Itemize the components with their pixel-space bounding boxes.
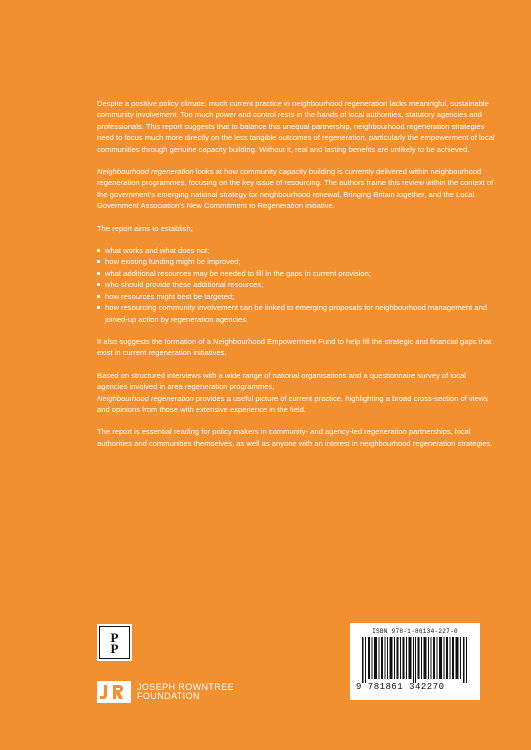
foundation-name <box>137 683 234 702</box>
aims-list-item: what additional resources may be needed to fill in the gaps in current provision; <box>97 268 497 279</box>
jrf-mark-icon <box>97 681 131 703</box>
paragraph-method <box>97 370 497 416</box>
paragraph-audience: The report is essential reading for policy makers in community- and agency-led regeneration partnerships, local authorities and communities themselves, as well as anyone with an interest in neighbourhood regeneration strategies. <box>97 427 493 448</box>
paragraph-method-start: Based on structured interviews with a wide range of national organisations and a questionnaire survey of local agencies involved in area regeneration programmes, <box>97 370 466 392</box>
paragraph-intro: Despite a positive policy climate, much current practice in neighbourhood regeneration lacks meaningful, sustainable community involvement. Too much power and control rests in the hands of local authorities, statutory agencies and professionals. This report suggests that to balance this unequal partnership, neighbourhood regeneration strategies need to focus much more directly on the less tangible outcomes of regeneration, particularly the empowerment of local communities through genuine capacity building. Without it, real and lasting benefits are unlikely to be achieved. <box>97 99 495 154</box>
joseph-rowntree-foundation-logo <box>97 680 234 704</box>
logo-letter: P <box>110 640 119 656</box>
paragraph-method-text: provides a useful picture of current practice, highlighting a broad cross-section of views and opinions from those with extensive experience in the field. <box>97 393 488 414</box>
aims-list-item: who should provide these additional resources; <box>97 279 497 290</box>
paragraph-overview <box>97 166 497 212</box>
aims-list-item: how existing funding might be improved; <box>97 256 497 267</box>
book-title-italic: Neighbourhood regeneration <box>97 393 194 403</box>
aims-list-item: how resources might best be targeted; <box>97 291 497 302</box>
barcode-icon <box>362 637 468 683</box>
barcode-digits: 9 781861 342270 <box>356 682 445 692</box>
isbn-label: ISBN 978-1-86134-227-0 <box>372 628 458 635</box>
policy-press-logo <box>97 624 132 661</box>
aims-list <box>97 245 497 325</box>
logo-letter: P <box>110 629 119 645</box>
foundation-name-line2: FOUNDATION <box>137 691 200 701</box>
book-title-italic: Neighbourhood regeneration <box>97 167 194 177</box>
paragraph-fund: It also suggests the formation of a Neighbourhood Empowerment Fund to help fill the strategic and financial gaps that exist in current regeneration initiatives. <box>97 336 492 358</box>
aims-list-item: what works and what does not; <box>97 245 497 256</box>
paragraph-overview-text: looks at how community capacity building is currently delivered within neighbourhood regeneration programmes, focusing on the key issue of resourcing. The authors frame this review within the context of the government's emerging national strategy for neighbourhood renewal, Bringing Britain together, and the Local Government Association's New Commitment to Regeneration initiative. <box>97 167 494 211</box>
foundation-name-line1: JOSEPH ROWNTREE <box>137 681 235 692</box>
back-cover-text <box>97 98 497 460</box>
isbn-barcode-panel <box>350 623 480 700</box>
paragraph-aims: The report aims to establish; <box>97 223 193 233</box>
aims-list-item: how resourcing community involvement can be linked to emerging proposals for neighbourhood management and joined-up action by regeneration agencies. <box>97 302 497 325</box>
